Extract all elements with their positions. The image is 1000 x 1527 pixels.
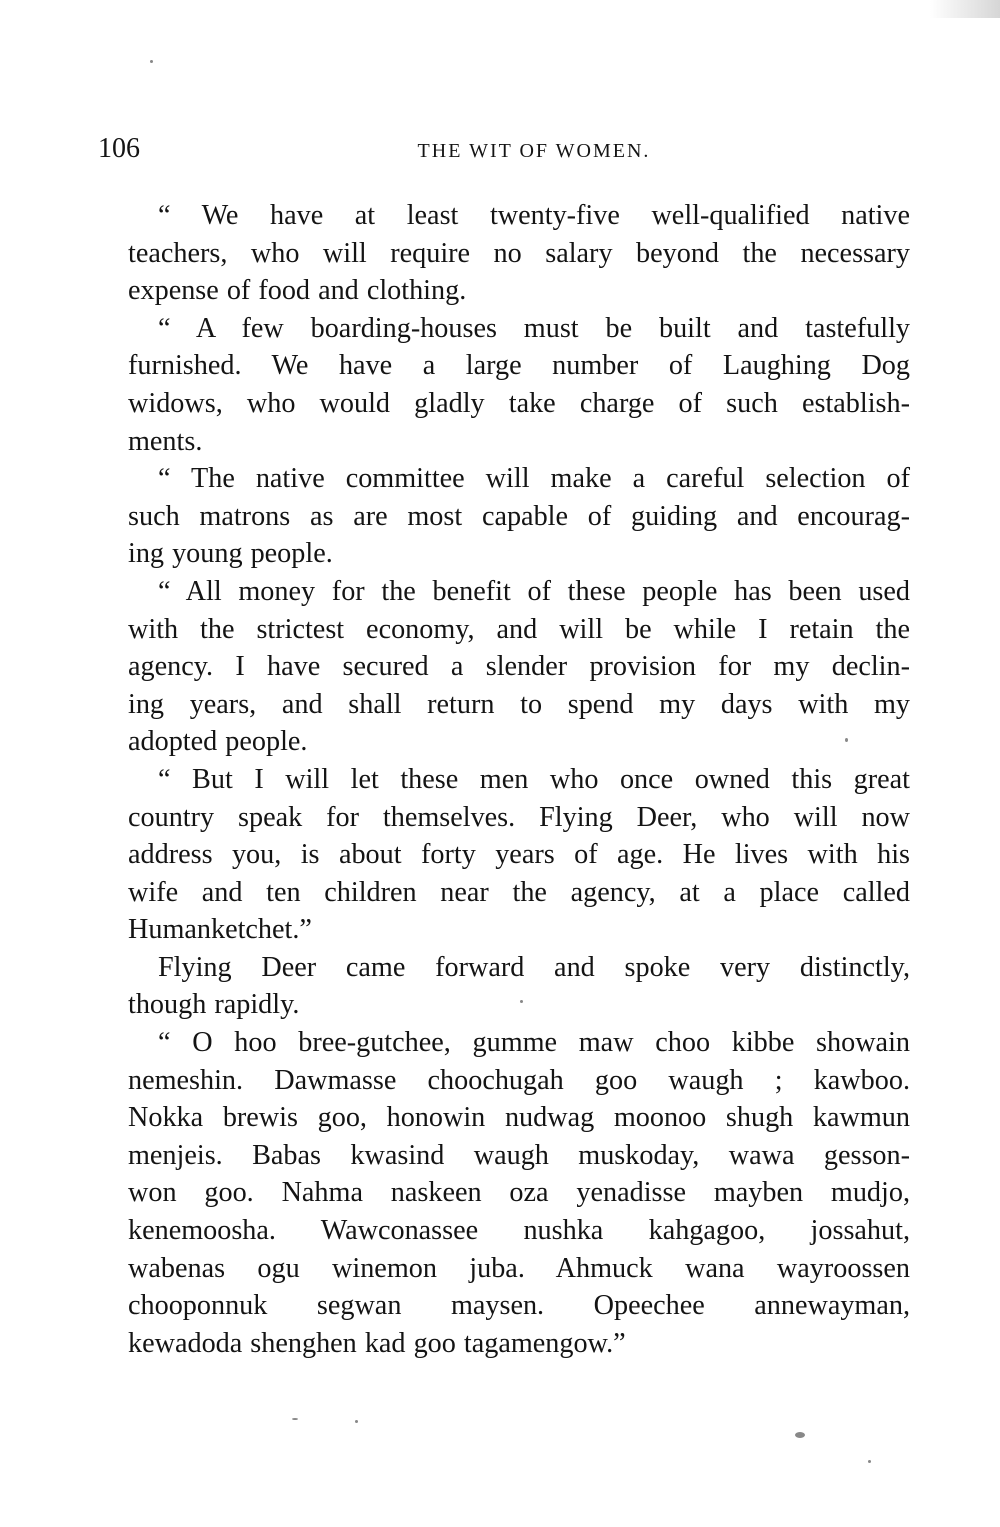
- text-line: agency. I have secured a slender provision for my declin-: [128, 651, 910, 683]
- text-line: such matrons as are most capable of guiding and encourag-: [128, 500, 910, 532]
- text-line: “ All money for the benefit of these people has been used: [158, 575, 910, 607]
- text-line: with the strictest economy, and will be while I retain the: [128, 613, 910, 645]
- text-line: though rapidly.: [128, 989, 300, 1021]
- text-line: expense of food and clothing.: [128, 275, 467, 307]
- text-line: kewadoda shenghen kad goo tagamengow.”: [128, 1327, 626, 1359]
- text-line: “ O hoo bree-gutchee, gumme maw choo kibbe showain: [158, 1027, 910, 1059]
- text-line: “ But I will let these men who once owned this great: [158, 763, 910, 795]
- paragraph-native-committee: [98, 460, 910, 573]
- paragraph-flying-deer-came: [98, 949, 910, 1024]
- scan-corner-artifact: [930, 0, 1000, 18]
- scan-speck: [845, 738, 848, 742]
- text-line: “ The native committee will make a careful selection of: [158, 463, 910, 495]
- text-line: “ We have at least twenty-five well-qualified native: [158, 200, 910, 231]
- text-line: widows, who would gladly take charge of such establish-: [128, 387, 910, 419]
- text-line: teachers, who will require no salary beyond the necessary: [128, 237, 910, 269]
- paragraph-native-teachers: [98, 197, 910, 310]
- text-line: wabenas ogu winemon juba. Ahmuck wana wayroossen: [128, 1252, 910, 1284]
- text-line: menjeis. Babas kwasind waugh muskoday, wawa gesson-: [128, 1139, 910, 1171]
- paragraph-native-speech: [98, 1024, 910, 1362]
- text-line: “ A few boarding-houses must be built and tastefully: [158, 312, 910, 344]
- scan-speck: [520, 1000, 523, 1003]
- text-line: Nokka brewis goo, honowin nudwag moonoo shugh kawmun: [128, 1102, 910, 1134]
- scan-speck: [150, 60, 153, 63]
- text-line: nemeshin. Dawmasse choochugah goo waugh ; kawboo.: [128, 1064, 910, 1096]
- text-line: adopted people.: [128, 726, 308, 758]
- text-line: won goo. Nahma naskeen oza yenadisse mayben mudjo,: [128, 1177, 910, 1209]
- text-line: chooponnuk segwan maysen. Opeechee annewayman,: [128, 1290, 910, 1322]
- text-line: country speak for themselves. Flying Deer, who will now: [128, 801, 910, 833]
- page-header: [98, 133, 910, 169]
- scan-speck: [868, 1460, 871, 1463]
- text-line: Humanketchet.”: [128, 914, 312, 946]
- paragraph-boarding-houses: [98, 310, 910, 460]
- text-line: furnished. We have a large number of Laughing Dog: [128, 350, 910, 382]
- text-line: kenemoosha. Wawconassee nushka kahgagoo, jossahut,: [128, 1215, 910, 1247]
- running-title: THE WIT OF WOMEN.: [417, 140, 651, 162]
- text-line: ing years, and shall return to spend my days with my: [128, 688, 910, 720]
- text-line: wife and ten children near the agency, at a place called: [128, 876, 910, 908]
- page-number: 106: [98, 133, 140, 164]
- text-line: Flying Deer came forward and spoke very distinctly,: [158, 951, 910, 983]
- scan-speck: [292, 1418, 298, 1420]
- text-line: address you, is about forty years of age. He lives with his: [128, 839, 910, 871]
- scan-speck: [795, 1432, 805, 1438]
- body-text: [98, 197, 910, 1362]
- text-line: ments.: [128, 425, 203, 457]
- scan-speck: [355, 1420, 358, 1423]
- paragraph-flying-deer-intro: [98, 761, 910, 949]
- text-line: ing young people.: [128, 538, 333, 570]
- paragraph-money-economy: [98, 573, 910, 761]
